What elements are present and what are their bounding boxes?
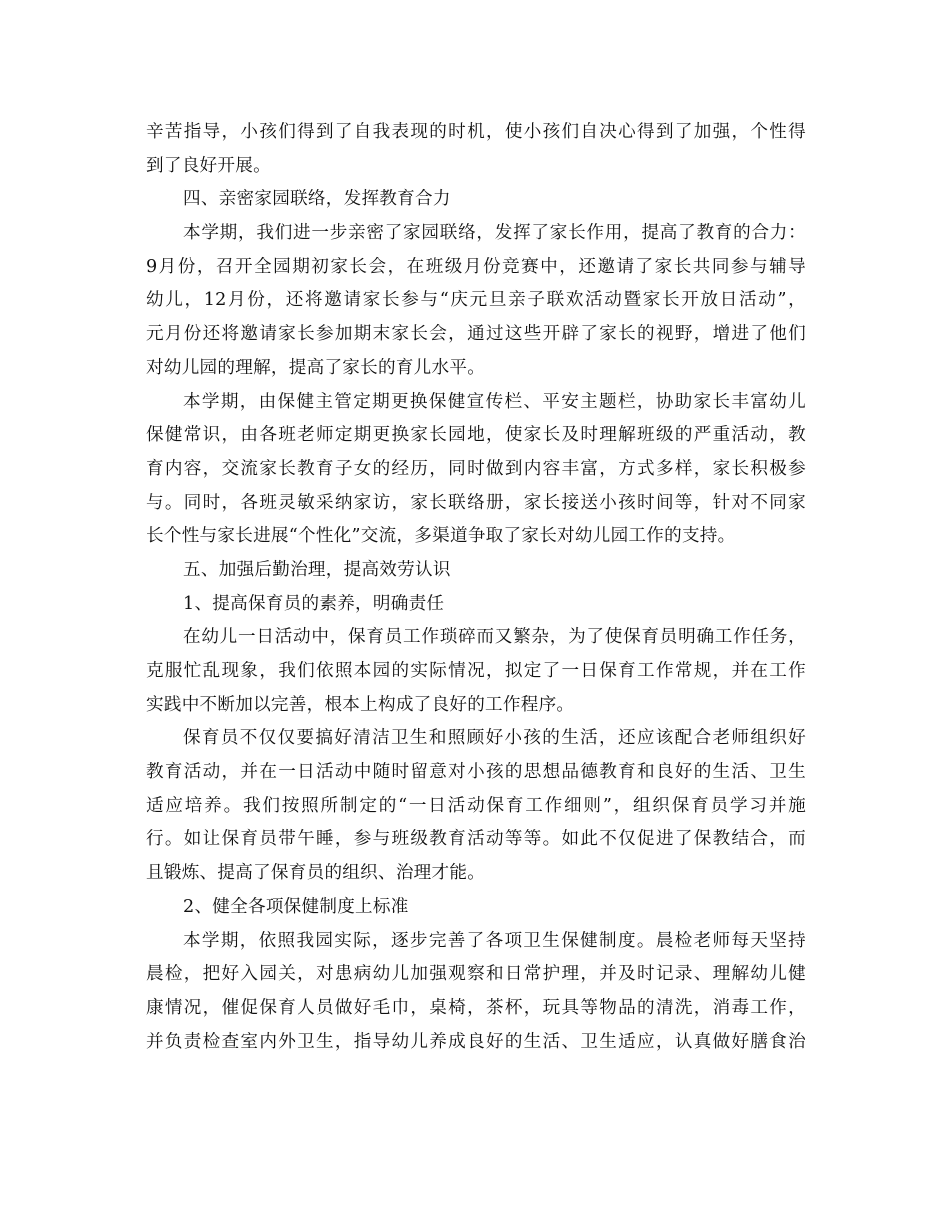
section-heading-4: 四、亲密家园联络，发挥教育合力 <box>183 189 451 210</box>
text-line-5: 9月份，召开全园期初家长会，在班级月份竞赛中，还邀请了家长共同参与辅导 <box>146 256 806 277</box>
text-line-25: 本学期，依照我园实际，逐步完善了各项卫生保健制度。晨检老师每天坚持 <box>183 930 806 951</box>
text-line-23: 且锻炼、提高了保育员的组织、治理才能。 <box>146 863 486 884</box>
text-line-13: 长个性与家长进展“个性化”交流，多渠道争取了家长对幼儿园工作的支持。 <box>146 526 736 547</box>
text-line-4: 本学期，我们进一步亲密了家园联络，发挥了家长作用，提高了教育的合力： <box>183 223 806 244</box>
text-line-22: 行。如让保育员带午睡，参与班级教育活动等等。如此不仅促进了保教结合，而 <box>146 829 806 850</box>
text-line-1: 辛苦指导，小孩们得到了自我表现的时机，使小孩们自决心得到了加强，个性得 <box>146 122 806 142</box>
text-line-26: 晨检，把好入园关，对患病幼儿加强观察和日常护理，并及时记录、理解幼儿健 <box>146 964 806 985</box>
text-line-11: 育内容，交流家长教育子女的经历，同时做到内容丰富，方式多样，家长积极参 <box>146 458 806 479</box>
text-line-21: 适应培养。我们按照所制定的“一日活动保育工作细则”，组织保育员学习并施 <box>146 795 806 816</box>
text-line-16: 在幼儿一日活动中，保育员工作琐碎而又繁杂，为了使保育员明确工作任务， <box>183 627 806 648</box>
text-line-17: 克服忙乱现象，我们依照本园的实际情况，拟定了一日保育工作常规，并在工作 <box>146 661 806 681</box>
subsection-heading-2: 2、健全各项保健制度上标准 <box>183 896 409 917</box>
text-line-28: 并负责检查室内外卫生，指导幼儿养成良好的生活、卫生适应，认真做好膳食治 <box>146 1031 806 1052</box>
text-line-10: 保健常识，由各班老师定期更换家长园地，使家长及时理解班级的严重活动，教 <box>146 425 806 446</box>
text-line-18: 实践中不断加以完善，根本上构成了良好的工作程序。 <box>146 694 575 715</box>
text-line-12: 与。同时，各班灵敏采纳家访，家长联络册，家长接送小孩时间等，针对不同家 <box>146 492 806 513</box>
text-line-7: 元月份还将邀请家长参加期末家长会，通过这些开辟了家长的视野，增进了他们 <box>146 324 806 345</box>
text-line-8: 对幼儿园的理解，提高了家长的育儿水平。 <box>146 357 486 378</box>
subsection-heading-1: 1、提高保育员的素养，明确责任 <box>183 593 445 614</box>
text-line-19: 保育员不仅仅要搞好清洁卫生和照顾好小孩的生活，还应该配合老师组织好 <box>183 728 806 749</box>
text-line-2: 到了良好开展。 <box>146 155 271 176</box>
document-page <box>146 116 806 1059</box>
text-line-9: 本学期，由保健主管定期更换保健宣传栏、平安主题栏，协助家长丰富幼儿 <box>183 391 806 412</box>
text-line-27: 康情况，催促保育人员做好毛巾，桌椅，茶杯，玩具等物品的清洗，消毒工作， <box>146 997 806 1018</box>
text-line-20: 教育活动，并在一日活动中随时留意对小孩的思想品德教育和良好的生活、卫生 <box>146 762 806 783</box>
text-line-6: 幼儿，12月份，还将邀请家长参与“庆元旦亲子联欢活动暨家长开放日活动”， <box>146 290 806 311</box>
section-heading-5: 五、加强后勤治理，提高效劳认识 <box>183 559 451 580</box>
